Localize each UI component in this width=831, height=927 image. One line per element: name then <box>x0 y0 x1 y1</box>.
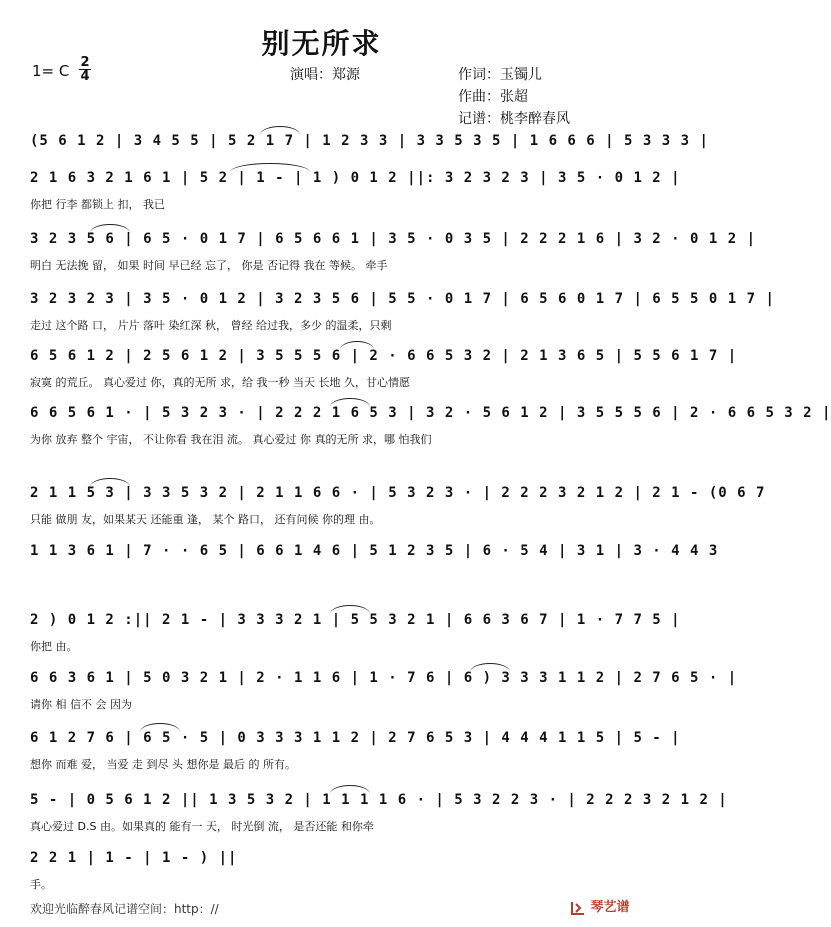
score-lyrics: 明白 无法挽 留， 如果 时间 早已经 忘了， 你是 否记得 我在 等候。 牵手 <box>30 259 388 272</box>
time-signature-top: 2 <box>80 55 90 70</box>
score-notes: 6 1 2 7 6 | 6 5 · 5 | 0 3 3 3 1 1 2 | 2 7 6 5 3 | 4 4 4 1 1 5 | 5 - | <box>30 730 681 746</box>
score-lyrics: 手。 <box>30 878 52 891</box>
score-notes: (5 6 1 2 | 3 4 5 5 | 5 2 1 7 | 1 2 3 3 | 3 3 5 3 5 | 1 6 6 6 | 5 3 3 3 | <box>30 133 709 149</box>
score-lyrics: 为你 放弃 整个 宇宙， 不让你看 我在泪 流。 真心爱过 你 真的无所 求，哪 怕我们 <box>30 433 432 446</box>
time-signature-bottom: 4 <box>80 69 90 84</box>
time-signature <box>78 56 92 83</box>
score-notes: 3 2 3 5 6 | 6 5 · 0 1 7 | 6 5 6 6 1 | 3 5 · 0 3 5 | 2 2 2 1 6 | 3 2 · 0 1 2 | <box>30 231 757 247</box>
transcriber-credit: 记谱：桃李醉春风 <box>458 111 570 127</box>
score-lyrics: 想你 而难 爱， 当爱 走 到尽 头 想你是 最后 的 所有。 <box>30 758 296 771</box>
score-notes: 2 1 1 5 3 | 3 3 5 3 2 | 2 1 1 6 6 · | 5 3 2 3 · | 2 2 2 3 2 1 2 | 2 1 - (0 6 7 <box>30 485 766 501</box>
score-lyrics: 寂寞 的荒丘。 真心爱过 你，真的无所 求，给 我一秒 当天 长地 久，甘心情愿 <box>30 376 410 389</box>
score-lyrics: 只能 做朋 友，如果某天 还能重 逢， 某个 路口， 还有问候 你的理 由。 <box>30 513 381 526</box>
site-logo <box>570 896 630 916</box>
score-lyrics: 真心爱过 D.S 由。如果真的 能有一 天， 时光倒 流， 是否还能 和你牵 <box>30 820 374 833</box>
score-notes: 3 2 3 2 3 | 3 5 · 0 1 2 | 3 2 3 5 6 | 5 5 · 0 1 7 | 6 5 6 0 1 7 | 6 5 5 0 1 7 | <box>30 291 775 307</box>
score-notes: 2 1 6 3 2 1 6 1 | 5 2 | 1 - | 1 ) 0 1 2 ||: 3 2 3 2 3 | 3 5 · 0 1 2 | <box>30 170 681 186</box>
lyricist-credit: 作词：玉镯儿 <box>458 67 542 83</box>
singer-credit: 演唱：郑源 <box>290 67 360 83</box>
score-lyrics: 请你 相 信不 会 因为 <box>30 698 132 711</box>
score-notes: 2 2 1 | 1 - | 1 - ) || <box>30 850 238 866</box>
score-notes: 6 5 6 1 2 | 2 5 6 1 2 | 3 5 5 5 6 | 2 · 6 6 5 3 2 | 2 1 3 6 5 | 5 5 6 1 7 | <box>30 348 738 364</box>
score-notes: 2 ) 0 1 2 :|| 2 1 - | 3 3 3 2 1 | 5 5 3 2 1 | 6 6 3 6 7 | 1 · 7 7 5 | <box>30 612 681 628</box>
score-lyrics: 你把 行李 都锁上 扣， 我已 <box>30 198 165 211</box>
score-notes: 6 6 3 6 1 | 5 0 3 2 1 | 2 · 1 1 6 | 1 · 7 6 | 6 ) 3 3 3 1 1 2 | 2 7 6 5 · | <box>30 670 738 686</box>
footer-text: 欢迎光临醉春风记谱空间：http：// <box>30 902 219 916</box>
composer-credit: 作曲：张超 <box>458 89 528 105</box>
key-signature: 1= C <box>32 62 70 80</box>
score-lyrics: 你把 由。 <box>30 640 78 653</box>
score-notes: 6 6 5 6 1 · | 5 3 2 3 · | 2 2 2 1 6 5 3 | 3 2 · 5 6 1 2 | 3 5 5 5 6 | 2 · 6 6 5 3 2 | <box>30 405 831 421</box>
song-title: 别无所求 <box>261 27 382 60</box>
score-notes: 5 - | 0 5 6 1 2 || 1 3 5 3 2 | 1 1 1 1 6 · | 5 3 2 2 3 · | 2 2 2 3 2 1 2 | <box>30 792 728 808</box>
score-notes: 1 1 3 6 1 | 7 · · 6 5 | 6 6 1 4 6 | 5 1 2 3 5 | 6 · 5 4 | 3 1 | 3 · 4 4 3 <box>30 543 719 559</box>
score-lyrics: 走过 这个路 口， 片片 落叶 染红深 秋， 曾经 给过我，多少 的温柔，只剩 <box>30 319 392 332</box>
logo-text: 琴艺谱 <box>590 900 630 915</box>
logo-icon <box>570 900 586 916</box>
